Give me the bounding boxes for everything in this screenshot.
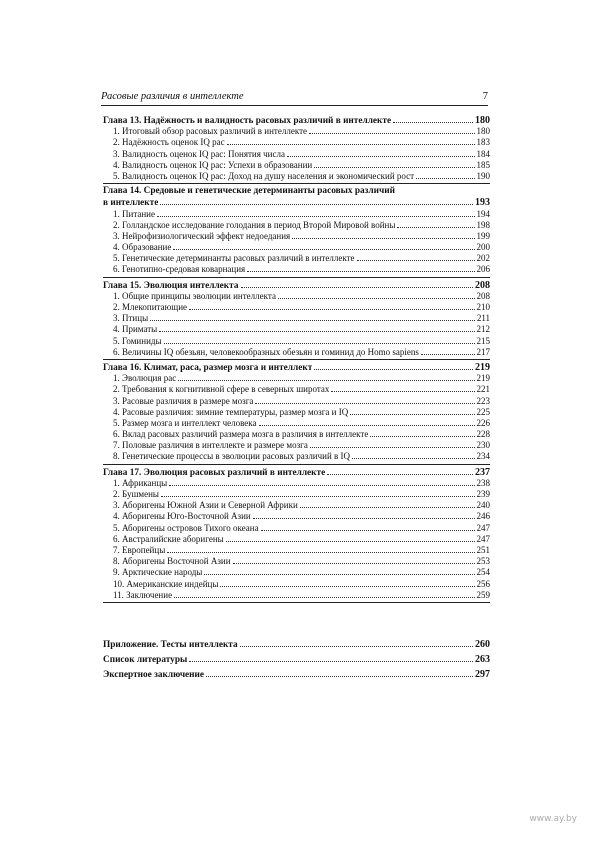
leader-dots [370, 436, 474, 437]
leader-dots [314, 167, 474, 168]
toc-item [103, 347, 490, 358]
leader-dots [278, 298, 475, 299]
toc-item-title: 3. Птицы [113, 313, 149, 324]
toc-item-title: 1. Итоговый обзор расовых различий в интеллекте [113, 126, 307, 137]
toc-item [103, 534, 490, 545]
toc-chapter-14-line1 [103, 186, 490, 197]
toc-item-title: 3. Расовые различия в размере мозга [113, 395, 254, 406]
toc-item [103, 545, 490, 556]
toc-item-title: 1. Эволюция рас [113, 373, 177, 384]
toc-chapter-title: Глава 14. Средовые и генетические детерминанты расовых различий [103, 186, 395, 197]
leader-dots [397, 227, 474, 228]
toc-item-page: 240 [476, 500, 490, 511]
toc-item [103, 478, 490, 489]
leader-dots [393, 122, 473, 123]
leader-dots [352, 458, 474, 459]
toc-item-page: 239 [476, 489, 490, 499]
toc-item-page: 212 [476, 324, 490, 335]
leader-dots [189, 661, 473, 662]
leader-dots [173, 249, 474, 250]
toc-item-title: 2. Требования к когнитивной сфере в северных широтах [113, 384, 330, 395]
toc-item [103, 511, 490, 522]
leader-dots [255, 403, 474, 404]
leader-dots [226, 541, 475, 542]
toc-item-title: 10. Американские индейцы [113, 578, 219, 589]
leader-dots [416, 178, 474, 179]
toc-item [103, 590, 490, 601]
toc-item [103, 209, 490, 220]
toc-item-page: 253 [476, 556, 490, 567]
toc-item-page: 211 [476, 313, 490, 324]
toc-back-matter [103, 637, 490, 682]
header-divider [101, 105, 488, 106]
toc-item-title: 4. Расовые различия: зимние температуры, размер мозга и IQ [113, 406, 349, 417]
leader-dots [253, 518, 475, 519]
toc-chapter-title: Глава 16. Климат, раса, размер мозга и интеллект [103, 362, 313, 373]
toc-back-title: Приложение. Тесты интеллекта [103, 639, 238, 650]
toc-item-page: 202 [476, 253, 490, 264]
toc-item-page: 259 [476, 589, 490, 600]
toc-item-page: 184 [476, 148, 490, 159]
toc-item-page: 200 [476, 242, 490, 253]
section-divider [103, 183, 490, 184]
toc-item-title: 6. Величины IQ обезьян, человекообразных обезьян и гоминид до Homo sapiens [113, 346, 419, 357]
toc-back-title: Экспертное заключение [103, 669, 205, 680]
toc-item-page: 238 [476, 477, 490, 488]
section-divider [103, 359, 490, 360]
toc-item-page: 251 [476, 544, 490, 555]
toc-item-title: 1. Африканцы [113, 477, 168, 488]
toc-item-page: 206 [476, 264, 490, 275]
toc-item-page: 215 [476, 335, 490, 346]
toc-back-page: 263 [475, 653, 490, 665]
toc-item [103, 302, 490, 313]
toc-item-title: 1. Общие принципы эволюции интеллекта [113, 290, 276, 301]
leader-dots [167, 552, 474, 553]
toc-item-page: 194 [476, 208, 490, 219]
toc-item [103, 231, 490, 242]
toc-item [103, 579, 490, 590]
toc-item-title: 9. Арктические народы [113, 567, 203, 578]
toc-item [103, 264, 490, 275]
toc-item [103, 242, 490, 253]
toc-item-page: 190 [476, 170, 490, 181]
leader-dots [310, 447, 475, 448]
toc-item-title: 5. Гоминиды [113, 335, 162, 346]
toc-item-title: 5. Размер мозга и интеллект человека [113, 417, 257, 428]
toc-item [103, 440, 490, 451]
leader-dots [189, 309, 474, 310]
toc-back-page: 260 [475, 638, 490, 650]
toc-item-page: 226 [476, 417, 490, 428]
toc-item [103, 384, 490, 395]
leader-dots [350, 414, 474, 415]
leader-dots [292, 238, 474, 239]
leader-dots [314, 369, 473, 370]
watermark: www.ay.by [529, 814, 577, 824]
toc-item [103, 429, 490, 440]
leader-dots [241, 287, 474, 288]
toc-item-title: 3. Нейрофизиологический эффект недоедания [113, 230, 291, 241]
leader-dots [178, 380, 474, 381]
toc-item-title: 4. Образование [113, 242, 172, 253]
leader-dots [204, 574, 474, 575]
toc-item-title: 6. Генотипно-средовая коварнация [113, 264, 246, 275]
toc-back-page: 297 [475, 668, 490, 680]
toc-references [103, 652, 490, 667]
toc-chapter-page: 219 [475, 361, 490, 373]
leader-dots [240, 646, 473, 647]
toc-item-page: 228 [476, 429, 490, 440]
leader-dots [247, 271, 474, 272]
toc-item [103, 336, 490, 347]
toc-item [103, 373, 490, 384]
toc-item-title: 6. Вклад расовых различий размера мозга в различия в интеллекте [113, 429, 369, 440]
toc-item-page: 180 [476, 126, 490, 137]
toc-chapter-page: 180 [475, 115, 490, 126]
toc-item-title: 11. Заключение [113, 589, 173, 600]
leader-dots [357, 260, 475, 261]
toc-item-title: 6. Австралийские аборигены [113, 533, 224, 544]
leader-dots [259, 425, 475, 426]
toc-chapter-title: Глава 13. Надёжность и валидность расовых различий в интеллекте [103, 116, 392, 126]
toc-item [103, 407, 490, 418]
leader-dots [227, 144, 475, 145]
toc-item [103, 137, 490, 148]
toc-item-title: 5. Валидность оценок IQ рас: Доход на душу населения и экономический рост [113, 170, 415, 181]
leader-dots [160, 204, 473, 205]
toc-item-page: 183 [476, 137, 490, 148]
leader-dots [331, 391, 474, 392]
toc-item [103, 149, 490, 160]
page-number: 7 [482, 91, 488, 102]
toc-item-page: 198 [476, 219, 490, 230]
toc-item [103, 500, 490, 511]
leader-dots [327, 474, 473, 475]
toc-item-page: 221 [476, 384, 490, 395]
toc-item-title: 7. Половые различия в интеллекте и размере мозга [113, 440, 308, 451]
table-of-contents [103, 115, 490, 682]
toc-item-page: 246 [476, 511, 490, 522]
leader-dots [161, 496, 475, 497]
toc-chapter-14 [103, 197, 490, 208]
leader-dots [159, 331, 474, 332]
toc-item [103, 313, 490, 324]
toc-item [103, 451, 490, 462]
leader-dots [169, 485, 474, 486]
toc-item [103, 418, 490, 429]
toc-item-page: 247 [476, 533, 490, 544]
toc-item [103, 171, 490, 182]
toc-item [103, 126, 490, 137]
toc-item-title: 1. Питание [113, 208, 155, 219]
leader-dots [233, 563, 475, 564]
toc-item-title: 2. Надёжность оценок IQ рас [113, 137, 225, 148]
leader-dots [261, 530, 475, 531]
toc-item-page: 208 [476, 290, 490, 301]
toc-item-page: 223 [476, 395, 490, 406]
leader-dots [150, 320, 475, 321]
leader-dots [164, 343, 475, 344]
toc-item-page: 247 [476, 522, 490, 533]
leader-dots [287, 156, 475, 157]
toc-item [103, 396, 490, 407]
leader-dots [157, 216, 475, 217]
toc-item-title: 4. Приматы [113, 324, 158, 335]
toc-chapter-title: Глава 15. Эволюция интеллекта [103, 280, 239, 291]
toc-item-page: 210 [476, 302, 490, 312]
toc-back-title: Список литературы [103, 654, 188, 665]
toc-item-page: 254 [476, 567, 490, 578]
leader-dots [309, 133, 475, 134]
toc-chapter-title-cont: в интеллекте [103, 198, 159, 209]
toc-item [103, 556, 490, 567]
toc-item-page: 199 [476, 230, 490, 241]
toc-chapter-15 [103, 280, 490, 291]
toc-item-page: 230 [476, 440, 490, 451]
toc-chapter-title: Глава 17. Эволюция расовых различий в интеллекте [103, 467, 326, 478]
toc-item [103, 523, 490, 534]
toc-expert-opinion [103, 667, 490, 682]
toc-chapter-page: 237 [475, 466, 490, 478]
section-divider [103, 464, 490, 465]
toc-item [103, 160, 490, 171]
toc-chapter-16 [103, 362, 490, 373]
section-divider [103, 277, 490, 278]
leader-dots [206, 676, 473, 677]
leader-dots [174, 597, 474, 598]
toc-chapter-17 [103, 467, 490, 478]
toc-item-page: 225 [476, 406, 490, 417]
leader-dots [220, 586, 474, 587]
toc-item-title: 2. Млекопитающие [113, 302, 188, 312]
toc-item-title: 2. Голландское исследование голодания в период Второй Мировой войны [113, 219, 396, 230]
toc-item-title: 2. Бушмены [113, 489, 159, 499]
toc-item [103, 324, 490, 335]
toc-item-title: 4. Аборигены Юго-Восточной Азии [113, 511, 251, 522]
toc-item [103, 567, 490, 578]
toc-item-title: 7. Европейцы [113, 544, 166, 555]
toc-item [103, 291, 490, 302]
toc-item-page: 185 [476, 159, 490, 170]
toc-item-title: 5. Аборигены островов Тихого океана [113, 522, 259, 533]
toc-chapter-page: 193 [475, 197, 490, 209]
toc-item [103, 220, 490, 231]
section-divider [103, 602, 490, 603]
toc-item-title: 5. Генетические детерминанты расовых различий в интеллекте [113, 253, 355, 264]
toc-item-title: 8. Генетические процессы в эволюции расовых различий в IQ [113, 451, 351, 462]
toc-chapter-page: 208 [475, 279, 490, 291]
toc-item-title: 8. Аборигены Восточной Азии [113, 556, 231, 567]
toc-item-page: 234 [476, 451, 490, 462]
toc-chapter-13 [103, 115, 490, 126]
leader-dots [421, 354, 475, 355]
toc-item [103, 489, 490, 500]
toc-item-title: 4. Валидность оценок IQ рас: Успехи в образовании [113, 159, 313, 170]
running-header-title: Расовые различия в интеллекте [101, 91, 244, 102]
toc-item-page: 219 [476, 373, 490, 384]
toc-item-title: 3. Валидность оценок IQ рас: Понятия числа [113, 148, 285, 159]
spacer [103, 605, 490, 637]
toc-item [103, 253, 490, 264]
toc-appendix [103, 637, 490, 652]
toc-item-page: 217 [476, 346, 490, 357]
toc-item-page: 256 [476, 578, 490, 589]
leader-dots [300, 507, 475, 508]
toc-item-title: 3. Аборигены Южной Азии и Северной Африки [113, 500, 298, 511]
